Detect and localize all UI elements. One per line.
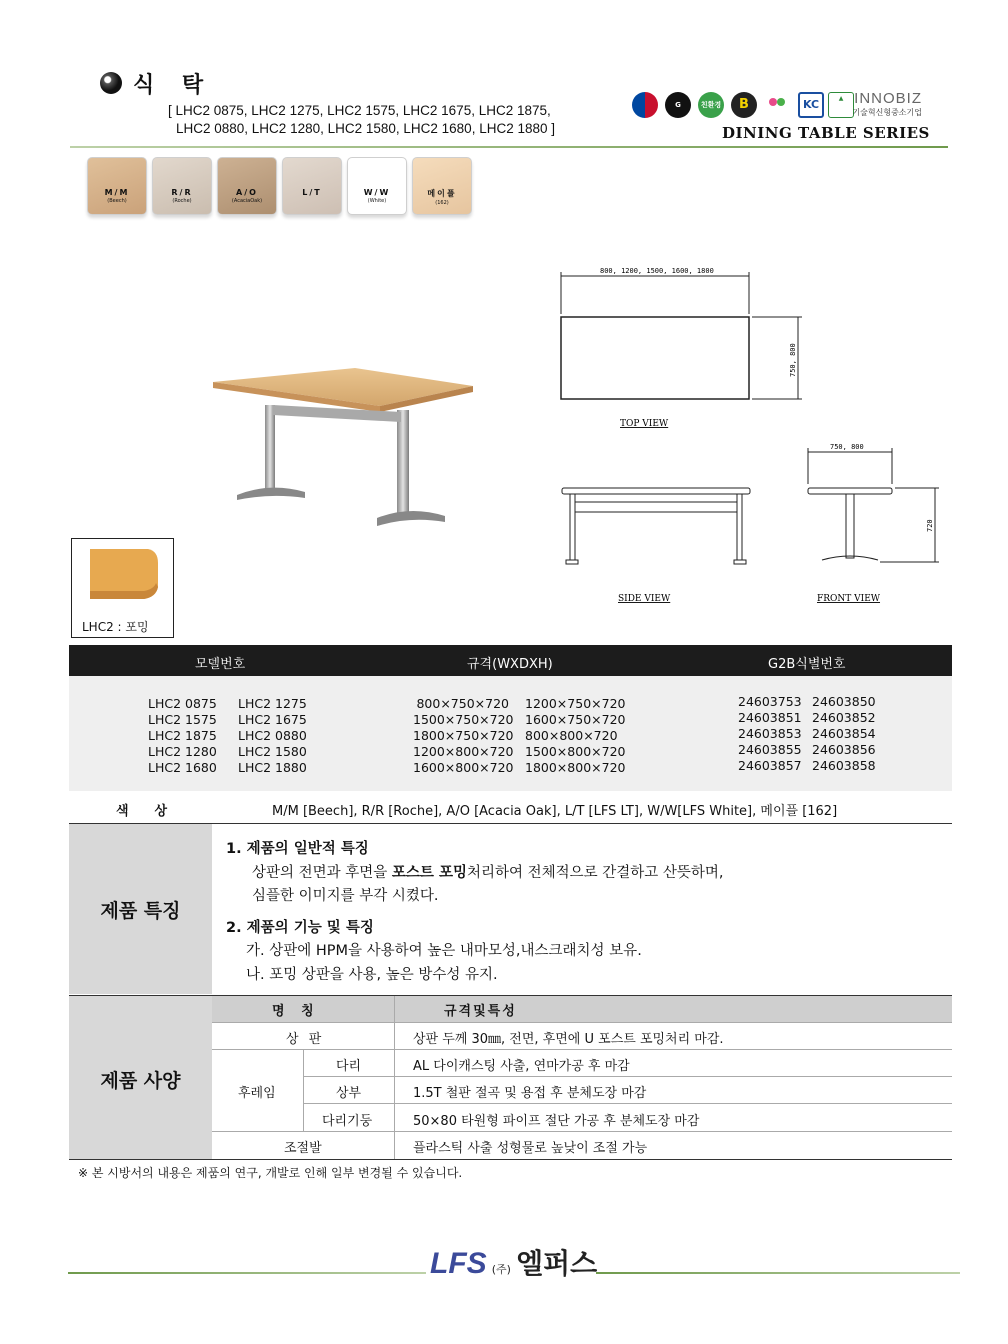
spec-top-name: 상 판 <box>286 1032 325 1047</box>
b-mark-icon: B <box>731 92 757 118</box>
kc-mark-icon: KC <box>798 92 824 118</box>
finish-name: (Beech) <box>107 198 127 204</box>
brand-corp: (주) <box>491 1263 511 1276</box>
finish-swatch <box>152 157 212 215</box>
feature-text-1a-post: 처리하여 전체적으로 간결하고 산뜻하며, <box>466 864 724 881</box>
front-dim-width: 750, 800 <box>830 443 864 451</box>
finish-swatch <box>412 157 472 215</box>
spec-top-value: 상판 두께 30㎜, 전면, 후면에 U 포스트 포밍처리 마감. <box>413 1032 724 1047</box>
g-mark-icon: G <box>665 92 691 118</box>
footer-divider-left <box>68 1272 426 1274</box>
brand-en: LFS <box>430 1247 487 1280</box>
finish-name: (162) <box>435 200 449 206</box>
model-col-2: LHC2 1275 LHC2 1675 LHC2 0880 LHC2 1580 LHC2 1880 <box>238 696 307 775</box>
spec-post-name: 다리기둥 <box>322 1114 373 1129</box>
model-list <box>168 102 555 138</box>
innobiz-subtext: 기술혁신형중소기업 <box>852 108 922 117</box>
front-dim-height: 720 <box>926 519 934 532</box>
feature-text-1a-pre: 상판의 전면과 후면을 <box>252 864 392 881</box>
specs-label: 제품 사양 <box>100 1070 181 1092</box>
certification-logos <box>632 88 922 122</box>
company-logo <box>430 1242 597 1282</box>
finish-code: 메이플 <box>427 189 457 198</box>
specs-label-cell <box>69 996 212 1159</box>
technical-drawings <box>540 262 960 612</box>
edge-caption: LHC2 : 포밍 <box>82 620 149 634</box>
feature-text-2a: 가. 상판에 HPM을 사용하여 높은 내마모성,내스크래치성 보유. <box>246 943 642 959</box>
divider <box>394 996 395 1159</box>
model-col-1: LHC2 0875 LHC2 1575 LHC2 1875 LHC2 1280 LHC2 1680 <box>148 696 217 775</box>
spec-frame-name: 후레임 <box>238 1086 276 1101</box>
brand-ko: 엘퍼스 <box>516 1247 598 1280</box>
eco-label-icon: 친환경 <box>698 92 724 118</box>
color-label: 색상 <box>116 804 194 819</box>
header-divider <box>70 146 948 148</box>
page-title: 식 탁 <box>133 73 214 98</box>
spec-upper-value: 1.5T 철판 절곡 및 용접 후 분체도장 마감 <box>413 1086 647 1101</box>
model-list-line-1: [ LHC2 0875, LHC2 1275, LHC2 1575, LHC2 1675, LHC2 1875, <box>168 103 551 118</box>
g2b-col-2: 24603850 24603852 24603854 24603856 24603858 <box>812 694 876 773</box>
color-row <box>69 796 952 822</box>
side-view-label: SIDE VIEW <box>618 594 671 604</box>
size-col-2: 1200×750×720 1600×750×720 800×800×720 1500×800×720 1800×800×720 <box>525 696 626 775</box>
finish-name: (White) <box>367 198 387 204</box>
front-view-drawing <box>808 448 939 562</box>
feature-text-1a <box>226 862 946 886</box>
divider <box>303 1049 304 1131</box>
footer-divider-right <box>596 1272 960 1274</box>
finish-code: L/T <box>302 188 322 197</box>
header-g2b: G2B식별번호 <box>768 657 846 672</box>
divider <box>69 1159 952 1160</box>
divider <box>303 1103 952 1104</box>
divider <box>212 1131 952 1132</box>
color-value: M/M [Beech], R/R [Roche], A/O [Acacia Oak], L/T [LFS LT], W/W[LFS White], 메이플 [162] <box>272 804 838 819</box>
finish-swatch <box>282 157 342 215</box>
spec-adjuster-value: 플라스틱 사출 성형물로 높낮이 조절 가능 <box>413 1141 648 1156</box>
table-product-image <box>205 360 485 535</box>
header-model: 모델번호 <box>195 657 246 672</box>
model-list-line-2: LHC2 0880, LHC2 1280, LHC2 1580, LHC2 1680, LHC2 1880 ] <box>176 121 555 136</box>
finish-swatch <box>87 157 147 215</box>
title-bullet-icon <box>100 72 122 94</box>
divider <box>303 1076 952 1077</box>
finish-swatch <box>347 157 407 215</box>
disclaimer-note: ※ 본 시방서의 내용은 제품의 연구, 개발로 인해 일부 변경될 수 있습니다. <box>78 1166 463 1180</box>
features-label-cell <box>69 824 212 994</box>
divider <box>212 1022 952 1023</box>
innobiz-text: INNOBIZ <box>854 90 922 107</box>
finish-swatch <box>217 157 277 215</box>
feature-text-1b: 심플한 이미지를 부각 시켰다. <box>252 888 439 904</box>
feature-text-1a-bold: 포스트 포밍 <box>391 864 467 881</box>
features-label: 제품 특징 <box>100 900 181 922</box>
divider <box>212 1049 952 1050</box>
series-title: DINING TABLE SERIES <box>722 124 930 142</box>
features-content <box>226 838 946 987</box>
top-view-drawing <box>561 272 802 399</box>
spec-table-header <box>69 645 952 676</box>
disabled-company-icon <box>762 92 792 118</box>
g2b-col-1: 24603753 24603851 24603853 24603855 24603857 <box>738 694 802 773</box>
finish-code: W/W <box>363 188 391 197</box>
spec-adjuster-name: 조절발 <box>284 1141 322 1156</box>
specs-subheader <box>212 996 952 1022</box>
side-view-drawing <box>562 488 750 564</box>
feature-heading-1: 1. 제품의 일반적 특징 <box>226 841 369 857</box>
spec-upper-name: 상부 <box>336 1086 362 1101</box>
finish-code: A/O <box>236 188 258 197</box>
finish-code: M/M <box>104 188 130 197</box>
top-view-label: TOP VIEW <box>620 419 669 429</box>
size-col-1: 800×750×720 1500×750×720 1800×750×720 1200×800×720 1600×800×720 <box>413 696 514 775</box>
specs-head-name: 명 칭 <box>272 1004 320 1019</box>
spec-leg-name: 다리 <box>336 1059 362 1074</box>
innobiz-logo <box>852 90 922 118</box>
green-tech-icon: ▲ <box>828 92 854 118</box>
top-dim-depth: 750, 800 <box>789 343 797 377</box>
front-view-label: FRONT VIEW <box>817 594 881 604</box>
specs-head-spec: 규격및특성 <box>444 1004 517 1019</box>
finish-name: (Roche) <box>172 198 192 204</box>
finish-code: R/R <box>171 188 193 197</box>
finish-name: (AcaciaOak) <box>231 198 263 204</box>
spec-post-value: 50×80 타원형 파이프 절단 가공 후 분체도장 마감 <box>413 1114 700 1129</box>
spec-leg-value: AL 다이캐스팅 사출, 연마가공 후 마감 <box>413 1059 630 1074</box>
header-size: 규격(WXDXH) <box>467 657 553 672</box>
top-dim-width: 800, 1200, 1500, 1600, 1800 <box>600 267 714 275</box>
korea-gov-icon <box>632 92 658 118</box>
feature-text-2b: 나. 포밍 상판을 사용, 높은 방수성 유지. <box>246 966 498 983</box>
spec-table-body <box>69 676 952 791</box>
edge-profile-image <box>72 539 173 614</box>
feature-heading-2: 2. 제품의 기능 및 특징 <box>226 919 374 936</box>
